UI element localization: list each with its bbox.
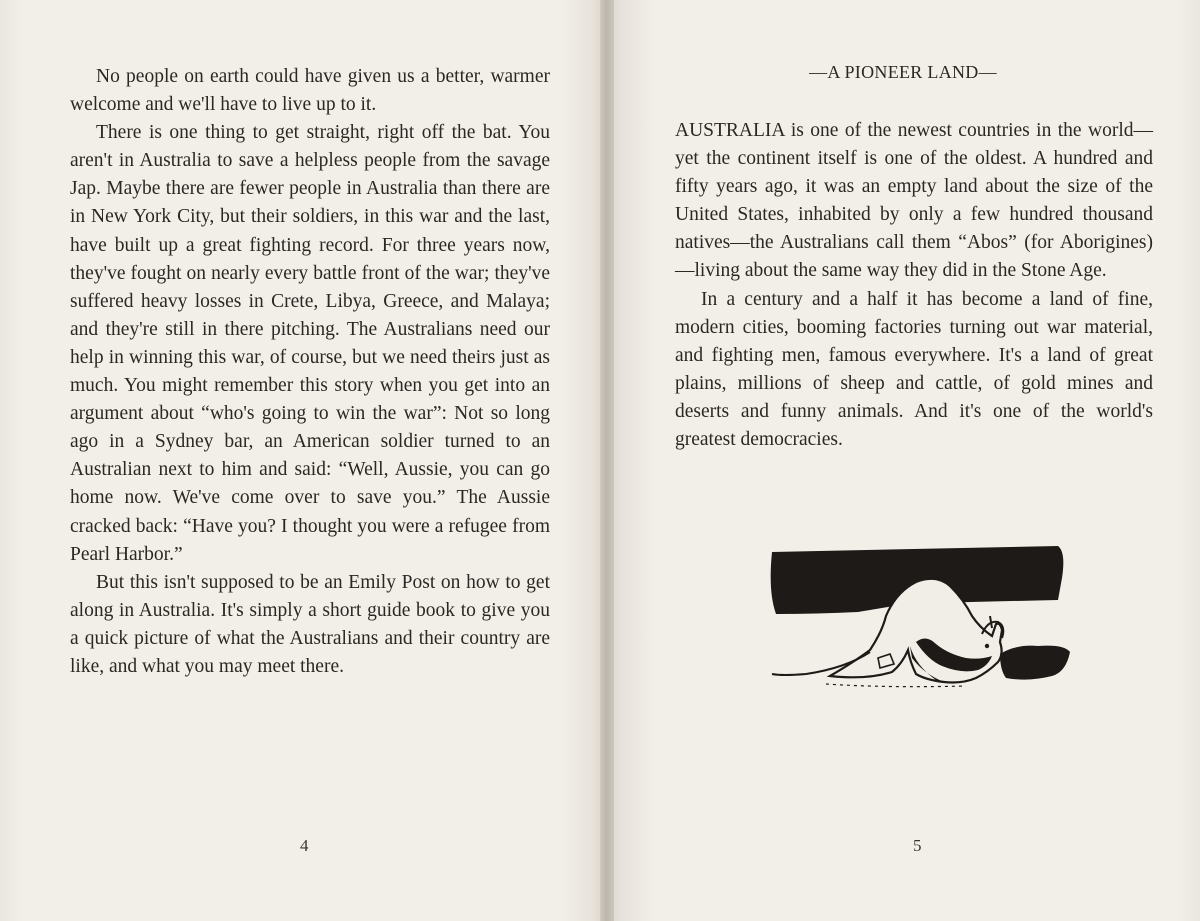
right-page-body xyxy=(675,117,1153,454)
chapter-heading: —A PIONEER LAND— xyxy=(809,62,997,82)
page-number: 4 xyxy=(300,836,309,855)
kangaroo-illustration xyxy=(766,542,1070,696)
left-page-body xyxy=(70,63,550,681)
paragraph: AUSTRALIA is one of the newest countries in the world—yet the continent itself is one of the oldest. A hundred and fifty years ago, it was an empty land about the size of the United States, inhabited by only a few hundred thousand natives—the Australians call them “Abos” (for Aborigines)—living about the same way they did in the Stone Age. xyxy=(675,120,1153,282)
paragraph: There is one thing to get straight, right off the bat. You aren't in Australia to save a helpless people from the savage Jap. Maybe there are fewer people in Australia than there are in New York City, but their soldiers, in this war and the last, have built up a great fighting record. For three years now, they've fought on nearly every battle front of the war; they've suffered heavy losses in Crete, Libya, Greece, and Malaya; and they're still in there pitching. The Australians need our help in winning this war, of course, but we need theirs just as much. You might remember this story when you get into an argument about “who's going to win the war”: Not so long ago in a Sydney bar, an American soldier turned to an Australian next to him and said: “Well, Aussie, you can go home now. We've come over to save you.” The Aussie cracked back: “Have you? I thought you were a refugee from Pearl Harbor.” xyxy=(70,122,550,565)
page-number: 5 xyxy=(913,836,922,855)
paragraph: But this isn't supposed to be an Emily Post on how to get along in Australia. It's simply a short guide book to give you a quick picture of what the Australians and their country are like, and what you may meet there. xyxy=(70,571,550,677)
book-gutter xyxy=(600,0,614,921)
paragraph: In a century and a half it has become a land of fine, modern cities, booming factories turning out war material, and fighting men, famous everywhere. It's a land of great plains, millions of sheep and cattle, of gold mines and deserts and funny animals. And it's one of the world's greatest democracies. xyxy=(675,288,1153,451)
paragraph: No people on earth could have given us a better, warmer welcome and we'll have to live up to it. xyxy=(70,66,550,116)
right-page xyxy=(606,0,1200,921)
